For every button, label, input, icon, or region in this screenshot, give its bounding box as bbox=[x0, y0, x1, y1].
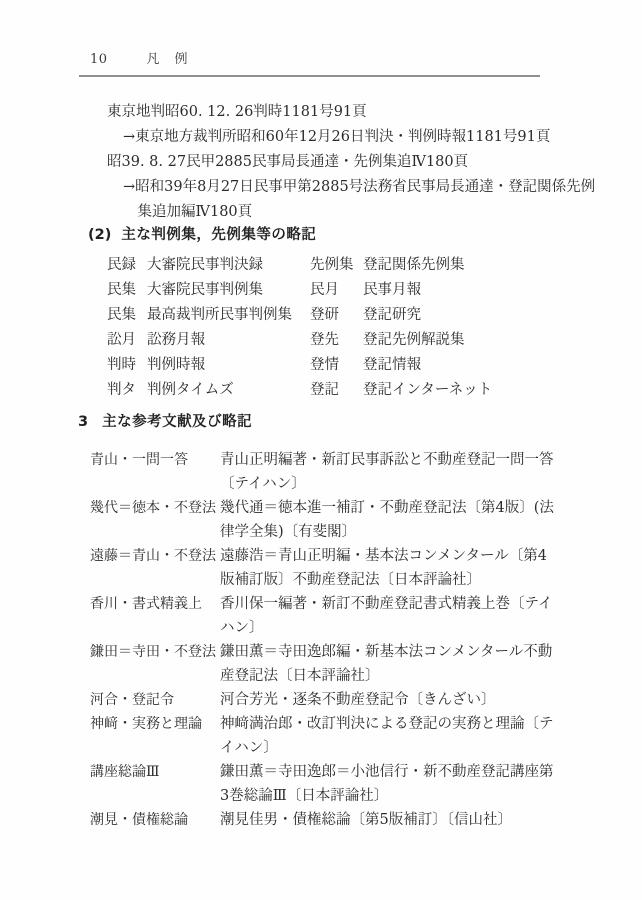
citation-line: 東京地判昭60. 12. 26判時1181号91頁 bbox=[107, 104, 367, 120]
abbreviation-row bbox=[107, 378, 310, 403]
abbreviation-column-left bbox=[107, 253, 310, 403]
reference-definition: 青山正明編著・新訂民事訴訟と不動産登記一問一答〔テイハン〕 bbox=[220, 452, 554, 492]
section3-label: 3 bbox=[78, 414, 89, 430]
page-header-title: 凡 例 bbox=[146, 52, 189, 67]
abbreviation-row bbox=[310, 378, 492, 403]
abbreviation-row bbox=[107, 253, 310, 278]
reference-definition: 幾代通＝徳本進一補訂・不動産登記法〔第4版〕(法律学全集)〔有斐閣〕 bbox=[220, 500, 554, 540]
reference-definition: 河合芳光・逐条不動産登記令〔きんざい〕 bbox=[220, 692, 496, 708]
citation-expansion-line: →昭和39年8月27日民事甲第2885号法務省民事局長通達・登記関係先例集追加編Ⅳ180頁 bbox=[123, 179, 596, 220]
term-cell: 大審院民事判例集 bbox=[147, 282, 263, 298]
abbreviation-row bbox=[310, 303, 492, 328]
term-cell: 登記関係先例集 bbox=[363, 257, 465, 273]
abbr-cell: 民集 bbox=[107, 307, 136, 323]
reference-entry bbox=[90, 640, 560, 688]
abbreviation-row bbox=[310, 278, 492, 303]
abbr-cell: 判タ bbox=[107, 382, 136, 398]
reference-definition: 鎌田薫＝寺田逸郎編・新基本法コンメンタール不動産登記法〔日本評論社〕 bbox=[220, 644, 553, 684]
term-cell: 訟務月報 bbox=[147, 332, 205, 348]
abbr-cell: 登記 bbox=[310, 382, 339, 398]
abbr-cell: 登先 bbox=[310, 332, 339, 348]
section2-label: (2) bbox=[88, 227, 112, 243]
abbreviation-row bbox=[310, 328, 492, 353]
abbr-cell: 先例集 bbox=[310, 257, 354, 273]
term-cell: 判例時報 bbox=[147, 357, 205, 373]
reference-entry bbox=[90, 496, 560, 544]
abbreviation-column-right bbox=[310, 253, 492, 403]
citation-expansion-line: →東京地方裁判所昭和60年12月26日判決・判例時報1181号91頁 bbox=[123, 129, 551, 145]
reference-abbr: 潮見・債権総論 bbox=[90, 812, 188, 828]
page-number: 10 bbox=[90, 52, 108, 67]
reference-definition: 遠藤浩＝青山正明編・基本法コンメンタール〔第4版補訂版〕不動産登記法〔日本評論社〕 bbox=[220, 548, 547, 588]
term-cell: 登記情報 bbox=[363, 357, 421, 373]
reference-entry bbox=[90, 544, 560, 592]
header-rule bbox=[79, 75, 540, 77]
term-cell: 登記インターネット bbox=[363, 382, 493, 398]
term-cell: 登記研究 bbox=[363, 307, 421, 323]
reference-abbr: 青山・一問一答 bbox=[90, 452, 188, 468]
abbreviation-row bbox=[107, 303, 310, 328]
abbreviation-table bbox=[107, 253, 492, 403]
abbr-cell: 登研 bbox=[310, 307, 339, 323]
section-casebook-abbreviations bbox=[88, 223, 492, 403]
term-cell: 最高裁判所民事判例集 bbox=[147, 307, 292, 323]
reference-list bbox=[90, 448, 560, 832]
reference-entry bbox=[90, 592, 560, 640]
reference-abbr: 幾代＝徳本・不登法 bbox=[90, 500, 216, 516]
term-cell: 判例タイムズ bbox=[147, 382, 234, 398]
abbreviation-row bbox=[310, 353, 492, 378]
reference-entry bbox=[90, 808, 560, 832]
reference-definition: 神﨑満治郎・改訂判決による登記の実務と理論〔テイハン〕 bbox=[220, 716, 554, 756]
citation-line: 昭39. 8. 27民甲2885民事局長通達・先例集追Ⅳ180頁 bbox=[107, 154, 469, 170]
reference-definition: 潮見佳男・債権総論〔第5版補訂〕〔信山社〕 bbox=[220, 812, 512, 828]
citation-example-block bbox=[107, 100, 596, 225]
reference-definition: 香川保一編著・新訂不動産登記書式精義上巻〔テイハン〕 bbox=[220, 596, 553, 636]
section3-title: 主な参考文献及び略記 bbox=[102, 414, 253, 430]
reference-abbr: 鎌田＝寺田・不登法 bbox=[90, 644, 216, 660]
reference-abbr: 神﨑・実務と理論 bbox=[90, 716, 202, 732]
abbr-cell: 判時 bbox=[107, 357, 136, 373]
abbr-cell: 民月 bbox=[310, 282, 339, 298]
abbreviation-row bbox=[107, 328, 310, 353]
reference-entry bbox=[90, 712, 560, 760]
reference-entry bbox=[90, 448, 560, 496]
section3-heading bbox=[78, 410, 560, 435]
section2-heading bbox=[88, 223, 492, 248]
abbr-cell: 登情 bbox=[310, 357, 339, 373]
section2-title: 主な判例集，先例集等の略記 bbox=[121, 227, 317, 243]
abbr-cell: 民集 bbox=[107, 282, 136, 298]
reference-abbr: 遠藤＝青山・不登法 bbox=[90, 548, 216, 564]
running-head bbox=[90, 48, 189, 67]
reference-abbr: 香川・書式精義上 bbox=[90, 596, 202, 612]
abbreviation-row bbox=[107, 278, 310, 303]
abbr-cell: 民録 bbox=[107, 257, 136, 273]
term-cell: 登記先例解説集 bbox=[363, 332, 465, 348]
reference-abbr: 講座総論Ⅲ bbox=[90, 764, 160, 780]
term-cell: 大審院民事判決録 bbox=[147, 257, 263, 273]
term-cell: 民事月報 bbox=[363, 282, 421, 298]
abbreviation-row bbox=[310, 253, 492, 278]
reference-definition: 鎌田薫＝寺田逸郎＝小池信行・新不動産登記講座第3巻総論Ⅲ〔日本評論社〕 bbox=[220, 764, 554, 804]
reference-entry bbox=[90, 760, 560, 808]
reference-entry bbox=[90, 688, 560, 712]
abbreviation-row bbox=[107, 353, 310, 378]
reference-abbr: 河合・登記令 bbox=[90, 692, 174, 708]
abbr-cell: 訟月 bbox=[107, 332, 136, 348]
section-references bbox=[78, 410, 560, 832]
